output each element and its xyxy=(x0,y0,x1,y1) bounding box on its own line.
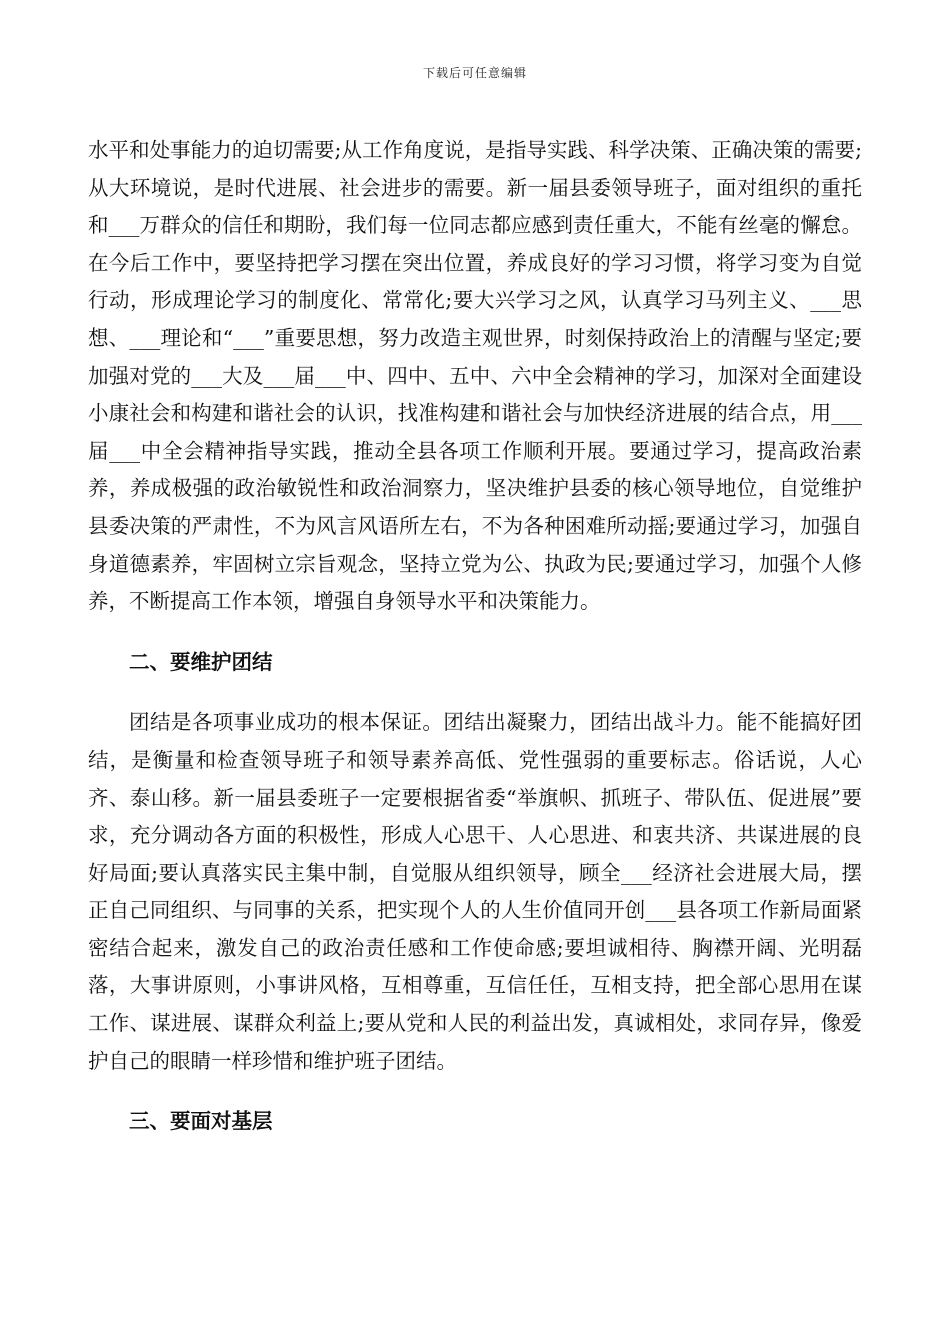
document-body xyxy=(88,132,862,1141)
section-heading-3: 三、要面对基层 xyxy=(129,1109,273,1134)
spacer xyxy=(88,621,862,644)
page-header-note: 下载后可任意编辑 xyxy=(422,66,527,80)
body-paragraph-2: 团结是各项事业成功的根本保证。团结出凝聚力，团结出战斗力。能不能搞好团结，是衡量和检查领导班子和领导素养高低、党性强弱的重要标志。俗话说，人心齐、泰山移。新一届县委班子一定要根据省委“举旗帜、抓班子、带队伍、促进展”要求，充分调动各方面的积极性，形成人心思干、人心思进、和衷共济、共谋进展的良好局面;要认真落实民主集中制，自觉服从组织领导，顾全___经济社会进展大局，摆正自己同组织、与同事的关系，把实现个人的人生价值同开创___县各项工作新局面紧密结合起来，激发自己的政治责任感和工作使命感;要坦诚相待、胸襟开阔、光明磊落，大事讲原则，小事讲风格，互相尊重，互信任任，互相支持，把全部心思用在谋工作、谋进展、谋群众利益上;要从党和人民的利益出发，真诚相处，求同存异，像爱护自己的眼睛一样珍惜和维护班子团结。 xyxy=(88,710,862,1073)
section-heading-2: 二、要维护团结 xyxy=(129,649,273,674)
spacer xyxy=(88,1080,862,1103)
body-paragraph-1: 水平和处事能力的迫切需要;从工作角度说，是指导实践、科学决策、正确决策的需要;从大环境说，是时代进展、社会进步的需要。新一届县委领导班子，面对组织的重托和___万群众的信任和期盼，我们每一位同志都应感到责任重大，不能有丝毫的懈怠。在今后工作中，要坚持把学习摆在突出位置，养成良好的学习习惯，将学习变为自觉行动，形成理论学习的制度化、常常化;要大兴学习之风，认真学习马列主义、___思想、___理论和“___”重要思想，努力改造主观世界，时刻保持政治上的清醒与坚定;要加强对党的___大及___届___中、四中、五中、六中全会精神的学习，加深对全面建设小康社会和构建和谐社会的认识，找准构建和谐社会与加快经济进展的结合点，用___届___中全会精神指导实践，推动全县各项工作顺利开展。要通过学习，提高政治素养，养成极强的政治敏锐性和政治洞察力，坚决维护县委的核心领导地位，自觉维护县委决策的严肃性，不为风言风语所左右，不为各种困难所动摇;要通过学习，加强自身道德素养，牢固树立宗旨观念，坚持立党为公、执政为民;要通过学习，加强个人修养，不断提高工作本领，增强自身领导水平和决策能力。 xyxy=(88,138,862,614)
spacer xyxy=(88,681,862,704)
